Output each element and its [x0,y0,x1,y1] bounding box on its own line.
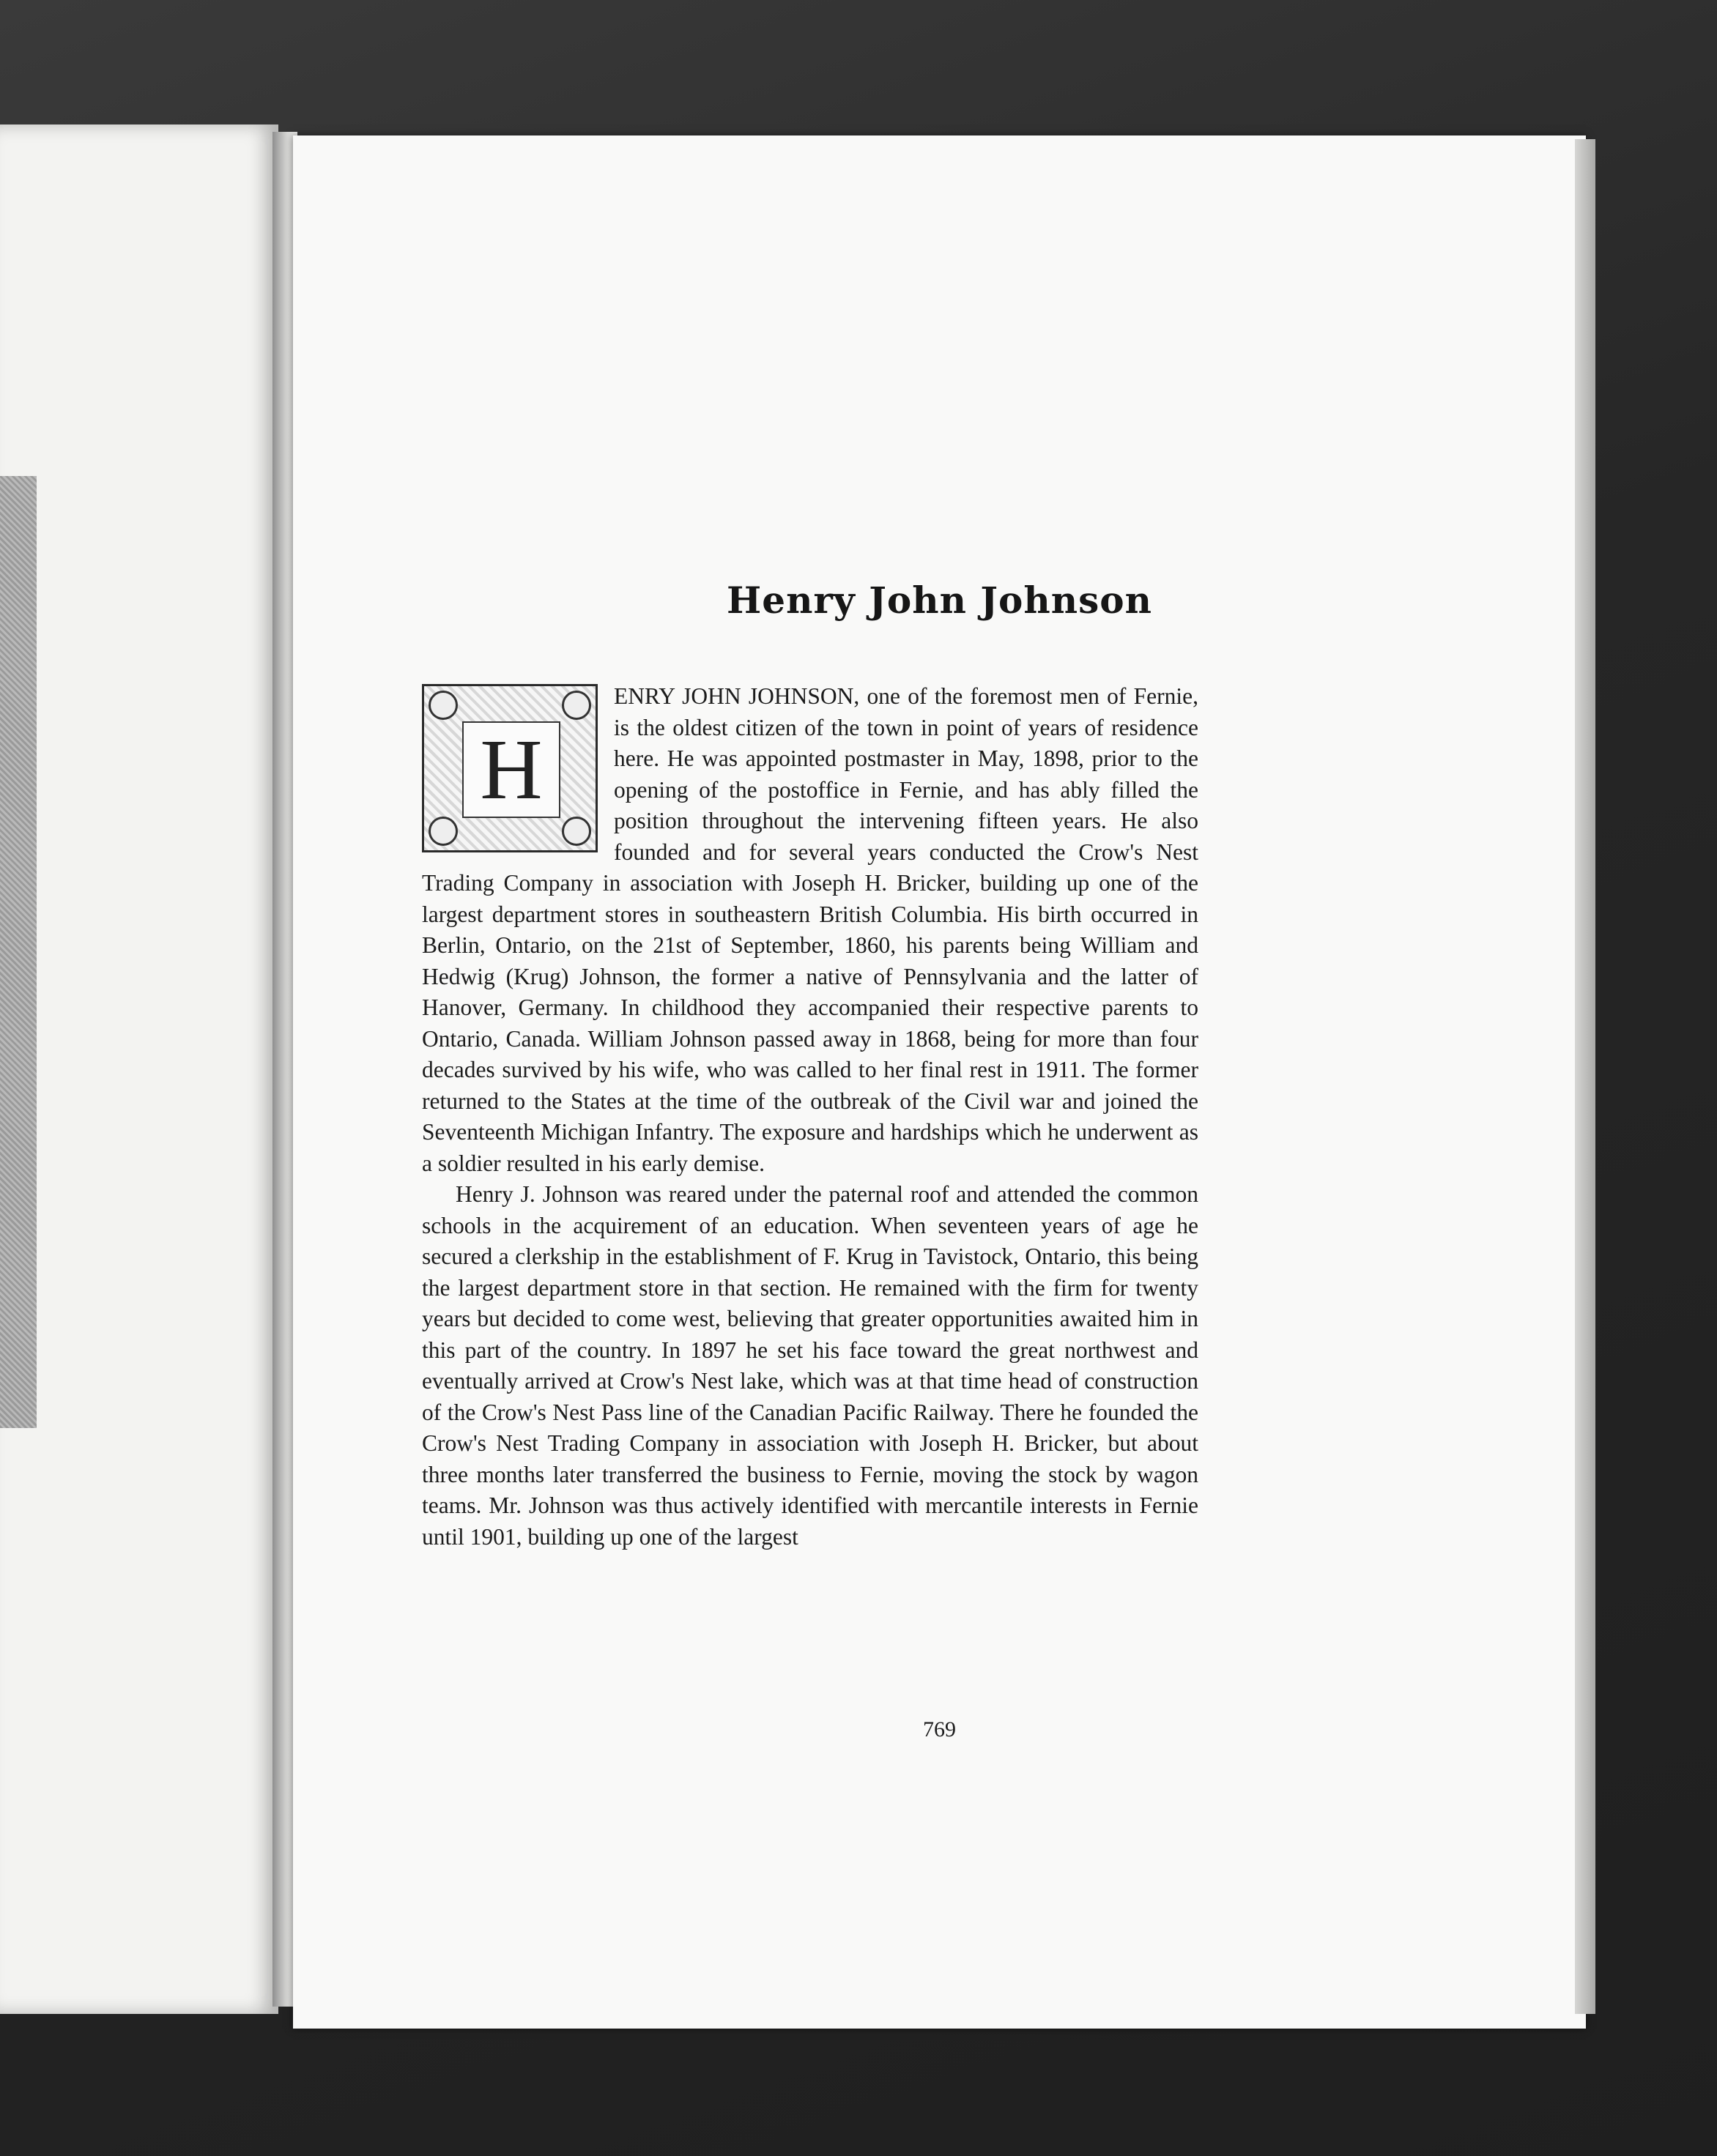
dropcap-letter: H [462,721,560,818]
ornament-icon [429,817,458,846]
facing-page-photo [0,476,37,1428]
ornament-icon [562,817,591,846]
ornament-icon [562,691,591,720]
ornament-icon [429,691,458,720]
paragraph-2: Henry J. Johnson was reared under the paternal roof and attended the common schools in the acquirement of an education. When seventeen years of age he secured a clerkship in the establishment of F. Krug in Tavistock, Ontario, this being the largest department store in that section. He remained with the firm for twenty years but decided to come west, believing that greater opportunities awaited him in this part of the country. In 1897 he set his face toward the great northwest and eventually arrived at Crow's Nest lake, which was at that time head of construction of the Crow's Nest Pass line of the Canadian Pacific Railway. There he founded the Crow's Nest Trading Company in association with Joseph H. Bricker, but about three months later transferred the business to Fernie, moving the stock by wagon teams. Mr. Johnson was thus actively identified with mercantile interests in Fernie until 1901, building up one of the largest [422,1181,1198,1550]
facing-page [0,124,278,2014]
body-text [422,681,1198,1553]
page-number: 769 [923,1717,956,1741]
page-title: Henry John Johnson [727,579,1152,622]
ornamental-dropcap [422,684,598,852]
paragraph-1: ENRY JOHN JOHNSON, one of the foremost men of Fernie, is the oldest citizen of the town in point of years of residence here. He was appointed postmaster in May, 1898, prior to the opening of the postoffice in Fernie, and has ably filled the position throughout the intervening fifteen years. He also founded and for several years conducted the Crow's Nest Trading Company in association with Joseph H. Bricker, building up one of the largest department stores in southeastern British Columbia. His birth occurred in Berlin, Ontario, on the 21st of September, 1860, his parents being William and Hedwig (Krug) Johnson, the former a native of Pennsylvania and the latter of Hanover, Germany. In childhood they accompanied their respective parents to Ontario, Canada. William Johnson passed away in 1868, being for more than four decades survived by his wife, who was called to her final rest in 1911. The former returned to the States at the time of the outbreak of the Civil war and joined the Seventeenth Michigan Infantry. The exposure and hardships which he underwent as a soldier resulted in his early demise. [422,683,1198,1176]
